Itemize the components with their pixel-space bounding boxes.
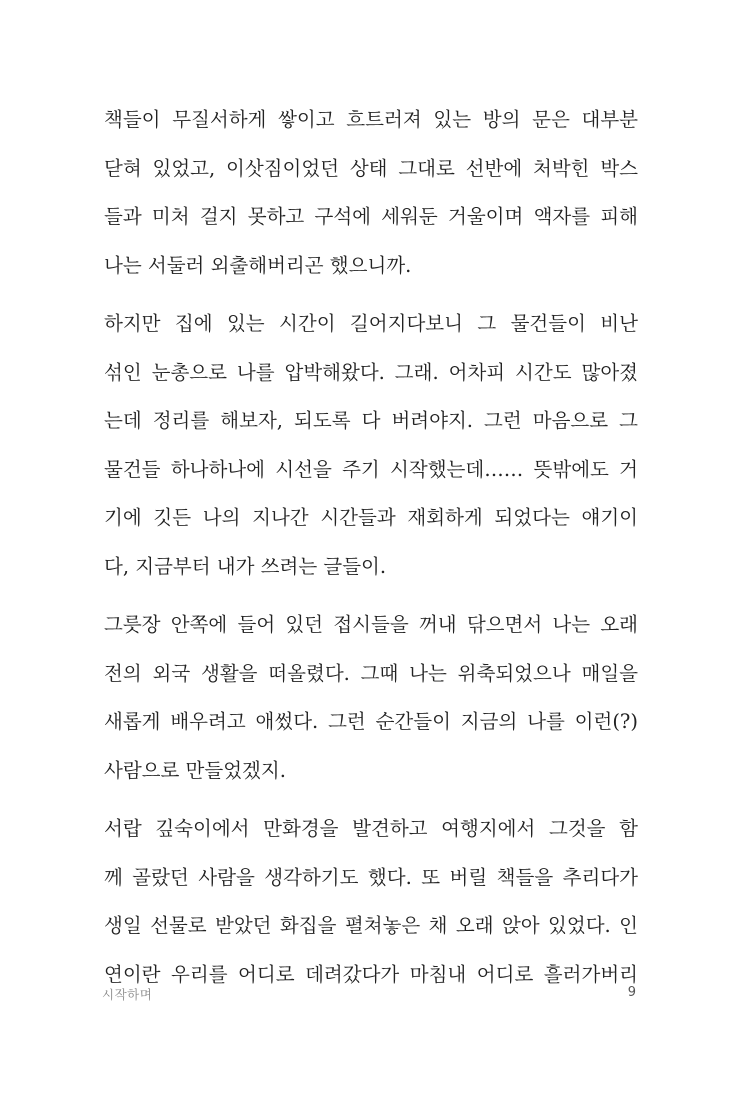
text-line: 닫혀 있었고, 이삿짐이었던 상태 그대로 선반에 처박힌 박스	[104, 156, 638, 180]
text-line: 께 골랐던 사람을 생각하기도 했다. 또 버릴 책들을 추리다가	[104, 865, 638, 889]
paragraph-gap	[104, 591, 638, 601]
text-line: 다, 지금부터 내가 쓰려는 글들이.	[104, 554, 387, 578]
text-line: 섞인 눈총으로 나를 압박해왔다. 그래. 어차피 시간도 많아졌	[104, 360, 638, 384]
text-line: 서랍 깊숙이에서 만화경을 발견하고 여행지에서 그것을 함	[104, 817, 638, 840]
paragraph-3	[104, 601, 638, 795]
paragraph-gap	[104, 795, 638, 805]
paragraph-gap	[104, 290, 638, 300]
text-line: 사람으로 만들었겠지.	[104, 758, 286, 782]
text-line: 하지만 집에 있는 시간이 길어지다보니 그 물건들이 비난	[104, 312, 638, 335]
body-text	[104, 96, 638, 999]
text-line: 기에 깃든 나의 지나간 시간들과 재회하게 되었다는 얘기이	[104, 506, 638, 529]
paragraph-4	[104, 805, 638, 999]
text-line: 나는 서둘러 외출해버리곤 했으니까.	[104, 253, 412, 277]
text-line: 그릇장 안쪽에 들어 있던 접시들을 꺼내 닦으면서 나는 오래	[104, 613, 638, 636]
text-line: 전의 외국 생활을 떠올렸다. 그때 나는 위축되었으나 매일을	[104, 661, 638, 685]
text-line: 책들이 무질서하게 쌓이고 흐트러져 있는 방의 문은 대부분	[104, 108, 638, 131]
text-line: 생일 선물로 받았던 화집을 펼쳐놓은 채 오래 앉아 있었다. 인	[104, 914, 638, 937]
text-line: 들과 미처 걸지 못하고 구석에 세워둔 거울이며 액자를 피해	[104, 205, 638, 228]
page-number: 9	[627, 985, 636, 1000]
text-line: 는데 정리를 해보자, 되도록 다 버려야지. 그런 마음으로 그	[104, 409, 638, 432]
paragraph-2	[104, 300, 638, 591]
paragraph-1	[104, 96, 638, 290]
text-line: 연이란 우리를 어디로 데려갔다가 마침내 어디로 흘러가버리	[104, 962, 638, 986]
text-line: 물건들 하나하나에 시선을 주기 시작했는데…… 뜻밖에도 거	[104, 457, 638, 481]
running-footer-section-title: 시작하며	[102, 987, 153, 1002]
text-line: 새롭게 배우려고 애썼다. 그런 순간들이 지금의 나를 이런(?)	[104, 710, 638, 733]
